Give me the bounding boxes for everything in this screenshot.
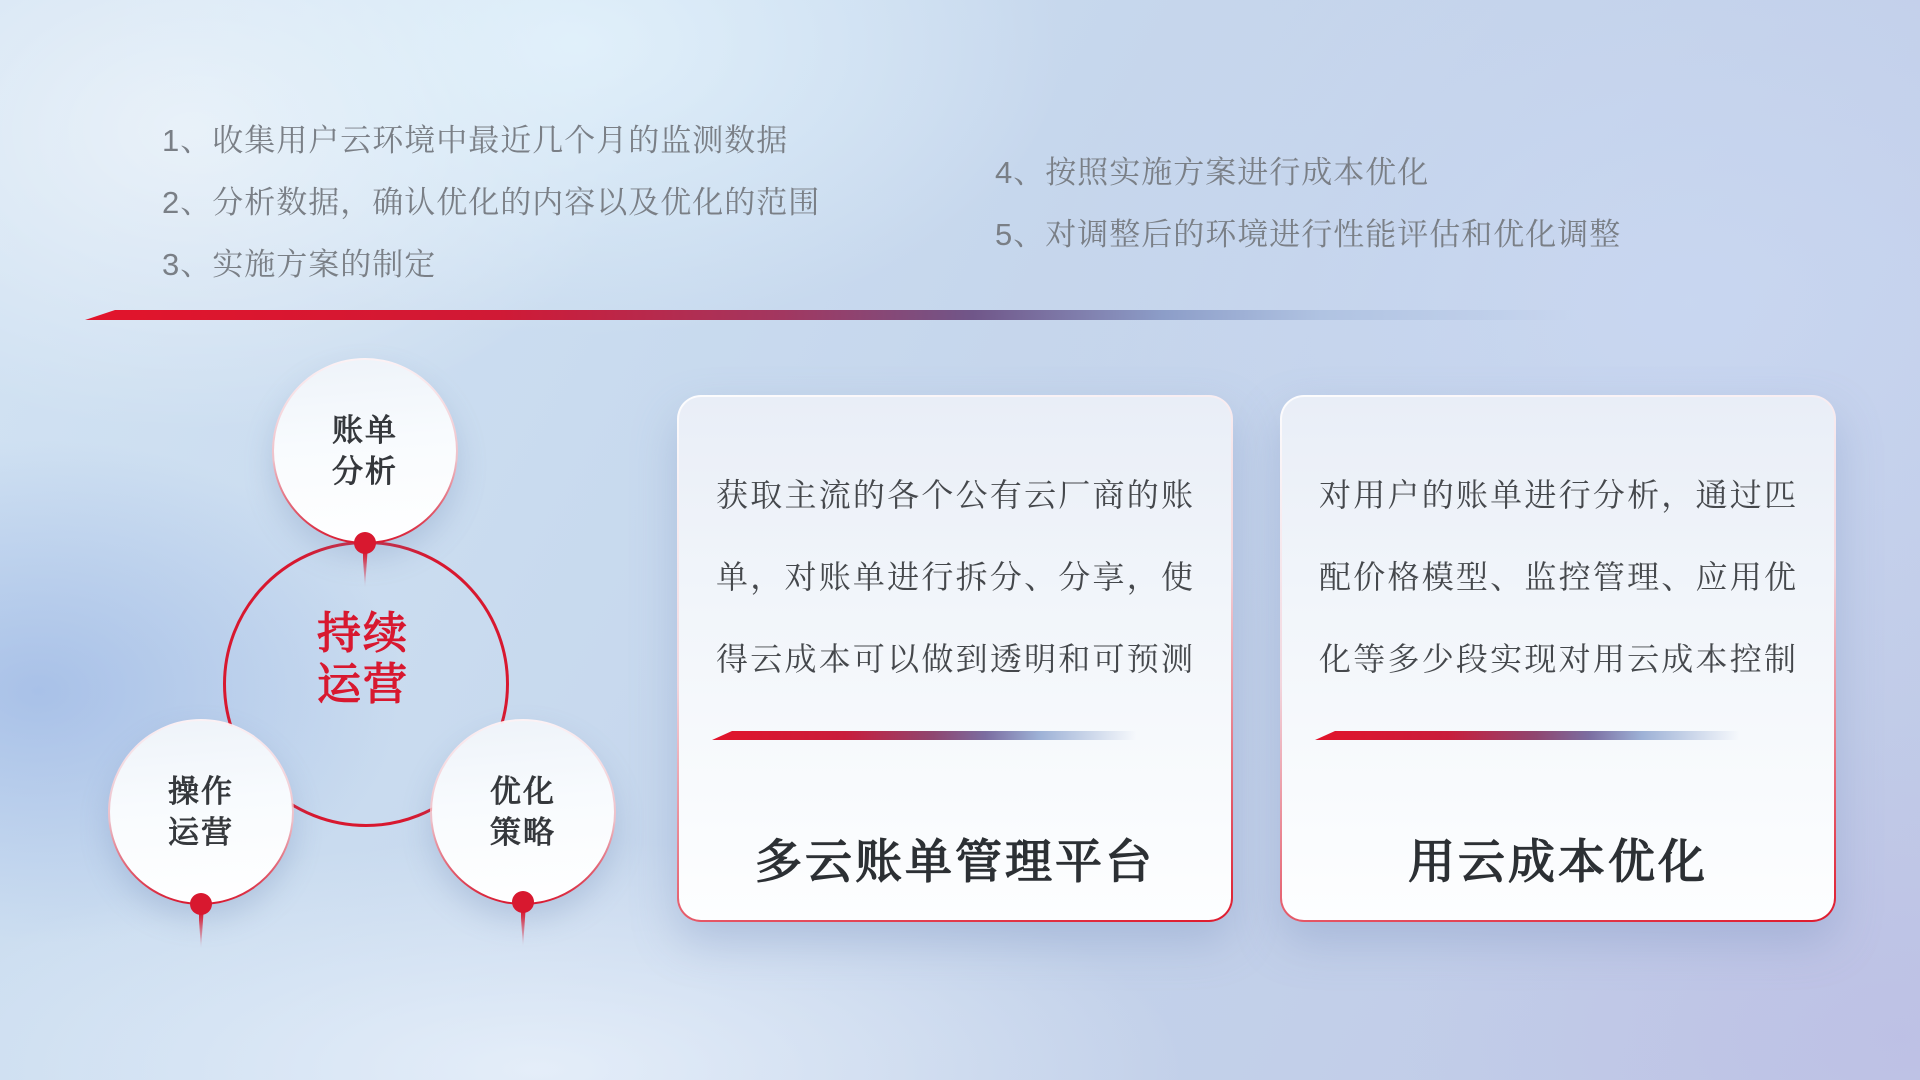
card-body-line: 得云成本可以做到透明和可预测 <box>716 641 1194 677</box>
pin-needle <box>199 913 204 949</box>
card-body <box>1319 454 1797 700</box>
pin-marker-icon <box>512 891 534 947</box>
node-label-line: 优化 <box>490 774 556 809</box>
card-body-line: 化等多少段实现对用云成本控制 <box>1319 641 1797 677</box>
pin-dot <box>190 893 212 915</box>
card-multicloud-billing-platform <box>677 395 1233 922</box>
card-body-line: 获取主流的各个公有云厂商的账 <box>716 477 1194 513</box>
node-core <box>274 360 456 542</box>
step-item-1: 1、收集用户云环境中最近几个月的监测数据 <box>162 123 789 158</box>
node-core <box>432 721 614 903</box>
center-label-line: 运营 <box>317 660 409 709</box>
cycle-center-label <box>223 608 503 710</box>
pin-dot <box>354 532 376 554</box>
card-body-line: 配价格模型、监控管理、应用优 <box>1319 559 1797 595</box>
step-item-3: 3、实施方案的制定 <box>162 247 437 282</box>
node-label-line: 策略 <box>490 815 556 850</box>
card-surface <box>1282 397 1834 920</box>
node-operation <box>108 719 294 905</box>
card-divider <box>712 731 1154 740</box>
node-label-line: 账单 <box>332 413 398 448</box>
pin-marker-icon <box>190 893 212 949</box>
node-optimization-strategy <box>430 719 616 905</box>
pin-needle <box>363 552 368 588</box>
pin-needle <box>521 911 526 947</box>
card-surface <box>679 397 1231 920</box>
step-item-5: 5、对调整后的环境进行性能评估和优化调整 <box>995 217 1622 252</box>
node-core <box>110 721 292 903</box>
card-title: 多云账单管理平台 <box>755 835 1155 888</box>
card-body-line: 对用户的账单进行分析，通过匹 <box>1319 477 1797 513</box>
step-item-2: 2、分析数据，确认优化的内容以及优化的范围 <box>162 185 821 220</box>
card-divider <box>1315 731 1757 740</box>
center-label-line: 持续 <box>317 609 409 658</box>
card-title: 用云成本优化 <box>1408 835 1708 888</box>
card-body <box>716 454 1194 700</box>
step-item-4: 4、按照实施方案进行成本优化 <box>995 155 1430 190</box>
node-billing-analysis <box>272 358 458 544</box>
pin-marker-icon <box>354 532 376 588</box>
pin-dot <box>512 891 534 913</box>
card-body-line: 单，对账单进行拆分、分享，使 <box>716 559 1194 595</box>
node-label-line: 运营 <box>168 815 234 850</box>
node-label-line: 分析 <box>332 454 398 489</box>
node-label-line: 操作 <box>168 774 234 809</box>
card-cloud-cost-optimization <box>1280 395 1836 922</box>
